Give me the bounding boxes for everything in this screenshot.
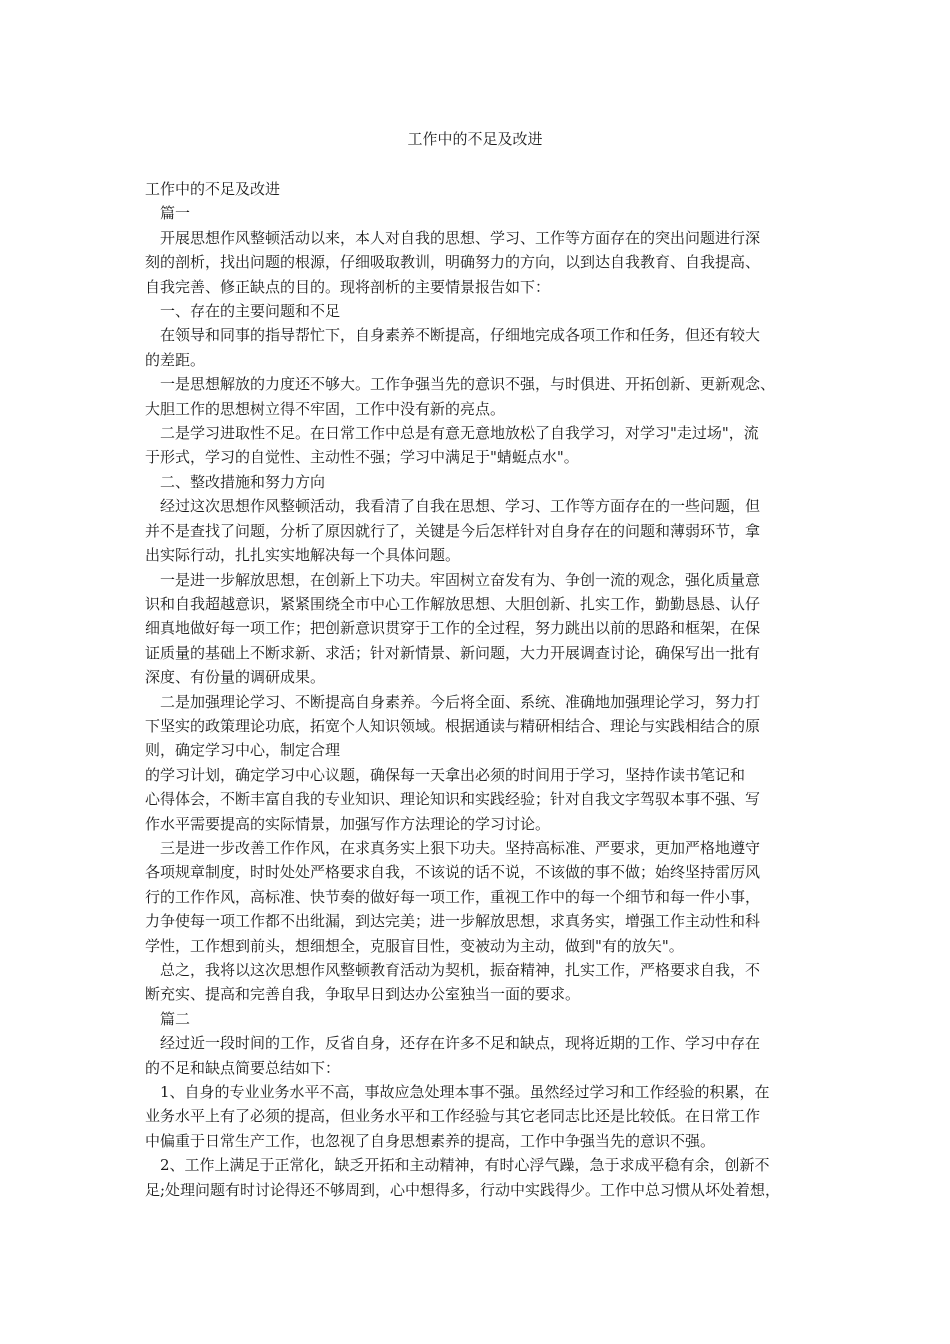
text-line: 于形式，学习的自觉性、主动性不强；学习中满足于"蜻蜓点水"。 [145, 448, 579, 467]
text-line: 的学习计划，确定学习中心议题，确保每一天拿出必须的时间用于学习，坚持作读书笔记和 [145, 765, 746, 784]
text-line: 二是学习进取性不足。在日常工作中总是有意无意地放松了自我学习，对学习"走过场"，流 [145, 424, 759, 443]
text-line: 一是思想解放的力度还不够大。工作争强当先的意识不强，与时俱进、开拓创新、更新观念、 [145, 375, 776, 394]
text-line: 学性，工作想到前头，想细想全，克服盲目性，变被动为主动，做到"有的放矢"。 [145, 936, 684, 955]
text-line: 三是进一步改善工作作风，在求真务实上狠下功夫。坚持高标准、严要求，更加严格地遵守 [145, 838, 761, 857]
text-line: 业务水平上有了必须的提高，但业务水平和工作经验与其它老同志比还是比较低。在日常工作 [145, 1107, 761, 1126]
text-line: 一、存在的主要问题和不足 [145, 302, 341, 321]
text-line: 二、整改措施和努力方向 [145, 472, 326, 491]
document-body [145, 177, 813, 1202]
text-line: 工作中的不足及改进 [145, 180, 281, 198]
text-line: 1、自身的专业业务水平不高，事故应急处理本事不强。虽然经过学习和工作经验的积累，在 [145, 1083, 770, 1102]
text-line: 行的工作作风，高标准、快节奏的做好每一项工作，重视工作中的每一个细节和每一件小事， [145, 887, 761, 906]
text-line: 各项规章制度，时时处处严格要求自我，不该说的话不说，不该做的事不做；始终坚持雷厉风 [145, 863, 761, 882]
text-line: 识和自我超越意识，紧紧围绕全市中心工作解放思想、大胆创新、扎实工作，勤勤恳恳、认仔 [145, 594, 761, 613]
text-line: 深度、有份量的调研成果。 [145, 668, 326, 687]
text-line: 细真地做好每一项工作；把创新意识贯穿于工作的全过程，努力跳出以前的思路和框架，在保 [145, 619, 761, 638]
text-line: 足;处理问题有时讨论得还不够周到，心中想得多，行动中实践得少。工作中总习惯从坏处着想， [145, 1180, 781, 1199]
text-line: 二是加强理论学习、不断提高自身素养。今后将全面、系统、准确地加强理论学习，努力打 [145, 692, 761, 711]
text-line: 的差距。 [145, 350, 206, 369]
text-line: 经过这次思想作风整顿活动，我看清了自我在思想、学习、工作等方面存在的一些问题，但 [145, 497, 761, 516]
page-title: 工作中的不足及改进 [407, 130, 543, 148]
text-line: 出实际行动，扎扎实实地解决每一个具体问题。 [145, 546, 461, 565]
text-line: 篇二 [145, 1009, 191, 1028]
text-line: 并不是查找了问题，分析了原因就行了，关键是今后怎样针对自身存在的问题和薄弱环节，拿 [145, 521, 761, 540]
text-line: 刻的剖析，找出问题的根源，仔细吸取教训，明确努力的方向，以到达自我教育、自我提高、 [145, 253, 761, 272]
text-line: 则，确定学习中心，制定合理 [145, 741, 341, 760]
text-line: 一是进一步解放思想，在创新上下功夫。牢固树立奋发有为、争创一流的观念，强化质量意 [145, 570, 761, 589]
text-line: 心得体会，不断丰富自我的专业知识、理论知识和实践经验；针对自我文字驾驭本事不强、写 [145, 790, 761, 809]
text-line: 力争使每一项工作都不出纰漏，到达完美；进一步解放思想，求真务实，增强工作主动性和科 [145, 912, 761, 931]
text-line: 下坚实的政策理论功底，拓宽个人知识领域。根据通读与精研相结合、理论与实践相结合的原 [145, 716, 761, 735]
text-line: 断充实、提高和完善自我，争取早日到达办公室独当一面的要求。 [145, 985, 581, 1004]
text-line: 自我完善、修正缺点的目的。现将剖析的主要情景报告如下： [145, 277, 551, 296]
text-line: 开展思想作风整顿活动以来，本人对自我的思想、学习、工作等方面存在的突出问题进行深 [145, 228, 761, 247]
text-line: 作水平需要提高的实际情景，加强写作方法理论的学习讨论。 [145, 814, 551, 833]
text-line: 证质量的基础上不断求新、求活；针对新情景、新问题，大力开展调查讨论，确保写出一批有 [145, 643, 761, 662]
text-line: 2、工作上满足于正常化，缺乏开拓和主动精神，有时心浮气躁，急于求成平稳有余，创新不 [145, 1156, 770, 1175]
text-line: 大胆工作的思想树立得不牢固，工作中没有新的亮点。 [145, 399, 506, 418]
text-line: 篇一 [145, 204, 191, 223]
text-line: 的不足和缺点简要总结如下： [145, 1058, 341, 1077]
text-line: 总之，我将以这次思想作风整顿教育活动为契机，振奋精神，扎实工作，严格要求自我，不 [145, 961, 761, 979]
text-line: 在领导和同事的指导帮忙下，自身素养不断提高，仔细地完成各项工作和任务，但还有较大 [145, 326, 761, 345]
text-line: 经过近一段时间的工作，反省自身，还存在许多不足和缺点，现将近期的工作、学习中存在 [145, 1034, 761, 1053]
text-line: 中偏重于日常生产工作，也忽视了自身思想素养的提高，工作中争强当先的意识不强。 [145, 1131, 716, 1150]
